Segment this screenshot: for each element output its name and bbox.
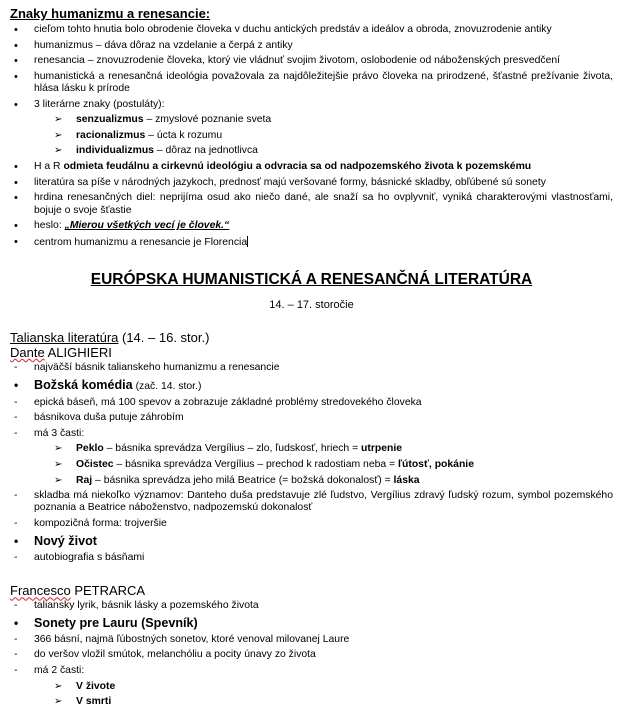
list-item: - básnikova duša putuje záhrobím	[10, 412, 613, 424]
list-item: - kompozičná forma: trojveršie	[10, 518, 613, 530]
main-title: EURÓPSKA HUMANISTICKÁ A RENESANČNÁ LITERATÚRA	[90, 271, 533, 289]
motto-prefix: heslo:	[34, 220, 65, 232]
part-key: utrpenie	[361, 443, 403, 455]
part-text: – básnika sprevádza Vergílius – zlo, ľudskosť, hriech =	[103, 443, 362, 455]
list-item	[10, 220, 613, 232]
list-item: • humanistická a renesančná ideológia považovala za najdôležitejšie právo človeka na prirodzené, šťastné prežívanie života, hlása lásku k prírode	[10, 71, 613, 96]
work-name: Božská komédia	[34, 377, 133, 392]
postulate-desc: – zmyslové poznanie sveta	[143, 114, 272, 126]
list-item: - taliansky lyrik, básnik lásky a pozemského života	[10, 600, 613, 612]
part-item	[10, 459, 613, 471]
motto-text: „Mierou všetkých vecí je človek.“	[64, 220, 230, 232]
list-item: - 366 básní, najmä ľúbostných sonetov, ktoré venoval milovanej Laure	[10, 634, 613, 646]
petrarca-list	[10, 600, 613, 708]
postulate-term: senzualizmus	[76, 114, 144, 126]
section-title: Znaky humanizmu a renesancie:	[10, 6, 211, 21]
dante-list	[10, 362, 613, 564]
list-item: - najväčší básnik talianskeho humanizmu a renesancie	[10, 362, 613, 374]
author-last-name: PETRARCA	[70, 583, 146, 599]
italian-literature-heading	[10, 330, 613, 345]
work-title	[10, 378, 613, 394]
italian-period: (14. – 16. stor.)	[118, 330, 210, 346]
florence-text: centrom humanizmu a renesancie je Florencia	[34, 236, 248, 248]
century-subtitle: 14. – 17. storočie	[269, 299, 354, 312]
postulate-item	[10, 114, 613, 126]
part-item	[10, 443, 613, 455]
humanism-features-list	[10, 24, 613, 249]
hr-bold-text: odmieta feudálnu a cirkevnú ideológiu a odvracia sa od nadpozemského života k pozemskému	[63, 161, 532, 173]
part-key: láska	[393, 474, 420, 486]
list-item: - má 3 časti:	[10, 428, 613, 440]
list-item: - má 2 časti:	[10, 665, 613, 677]
part-name: Raj	[76, 474, 93, 486]
postulate-desc: – dôraz na jednotlivca	[153, 145, 258, 157]
italian-heading-text: Talianska literatúra	[10, 330, 119, 346]
postulate-desc: – úcta k rozumu	[145, 129, 223, 141]
list-item: • cieľom tohto hnutia bolo obrodenie človeka v duchu antických predstáv a ideálov a obroda, znovuzrodenie antiky	[10, 24, 613, 36]
part-name: V živote	[76, 680, 116, 692]
list-item: • literatúra sa píše v národných jazykoch, prednosť majú veršované formy, básnické skladby, obľúbené sú sonety	[10, 177, 613, 189]
author-dante	[10, 345, 613, 360]
part-text: – básnika sprevádza Vergílius – prechod k radostiam neba =	[113, 458, 399, 470]
author-last-name: ALIGHIERI	[44, 345, 112, 361]
author-first-name: Francesco	[10, 583, 71, 599]
part-name: Peklo	[76, 443, 104, 455]
list-item	[10, 161, 613, 173]
list-item: • renesancia – znovuzrodenie človeka, ktorý vie vládnuť svojim životom, oslobodenie od náboženských presvedčení	[10, 55, 613, 67]
postulate-term: individualizmus	[76, 145, 154, 157]
work-title: • Nový život	[10, 534, 613, 549]
part-name: Očistec	[76, 458, 114, 470]
hr-prefix: H a R	[34, 161, 64, 173]
author-first-name: Dante	[10, 345, 45, 361]
list-item: • 3 literárne znaky (postuláty):	[10, 99, 613, 111]
list-item: - do veršov vložil smútok, melanchóliu a pocity únavy zo života	[10, 649, 613, 661]
list-item: • hrdina renesančných diel: nepriјíma osud ako niečo dané, ale snaží sa ho ovplyvniť, vyniká charakterovými vlastnosťami, bojuje o svoje šťastie	[10, 192, 613, 217]
list-item: - autobiografia s básňami	[10, 552, 613, 564]
postulate-term: racionalizmus	[76, 129, 146, 141]
postulate-item	[10, 145, 613, 157]
work-title: • Sonety pre Lauru (Spevník)	[10, 616, 613, 631]
list-item: - skladba má niekoľko významov: Danteho duša predstavuje zlé ľudstvo, Vergílius zdravý ľudský rozum, symbol pozemského poznania a Beatrice náboženstvo, nadpozemskú dokonalosť	[10, 490, 613, 515]
part-item	[10, 681, 613, 693]
part-key: ľútosť, pokánie	[398, 458, 474, 470]
part-item	[10, 475, 613, 487]
list-item	[10, 236, 613, 249]
list-item: • humanizmus – dáva dôraz na vzdelanie a čerpá z antiky	[10, 40, 613, 52]
part-text: – básnika sprevádza jeho milá Beatrice (= božská dokonalosť) =	[92, 474, 394, 486]
part-item	[10, 696, 613, 708]
text-cursor	[247, 236, 248, 247]
postulate-item	[10, 130, 613, 142]
part-name: V smrti	[76, 696, 112, 708]
list-item: - epická báseň, má 100 spevov a zobrazuje základné problémy stredovekého človeka	[10, 397, 613, 409]
work-note: (zač. 14. stor.)	[132, 380, 202, 392]
author-petrarca	[10, 583, 613, 598]
